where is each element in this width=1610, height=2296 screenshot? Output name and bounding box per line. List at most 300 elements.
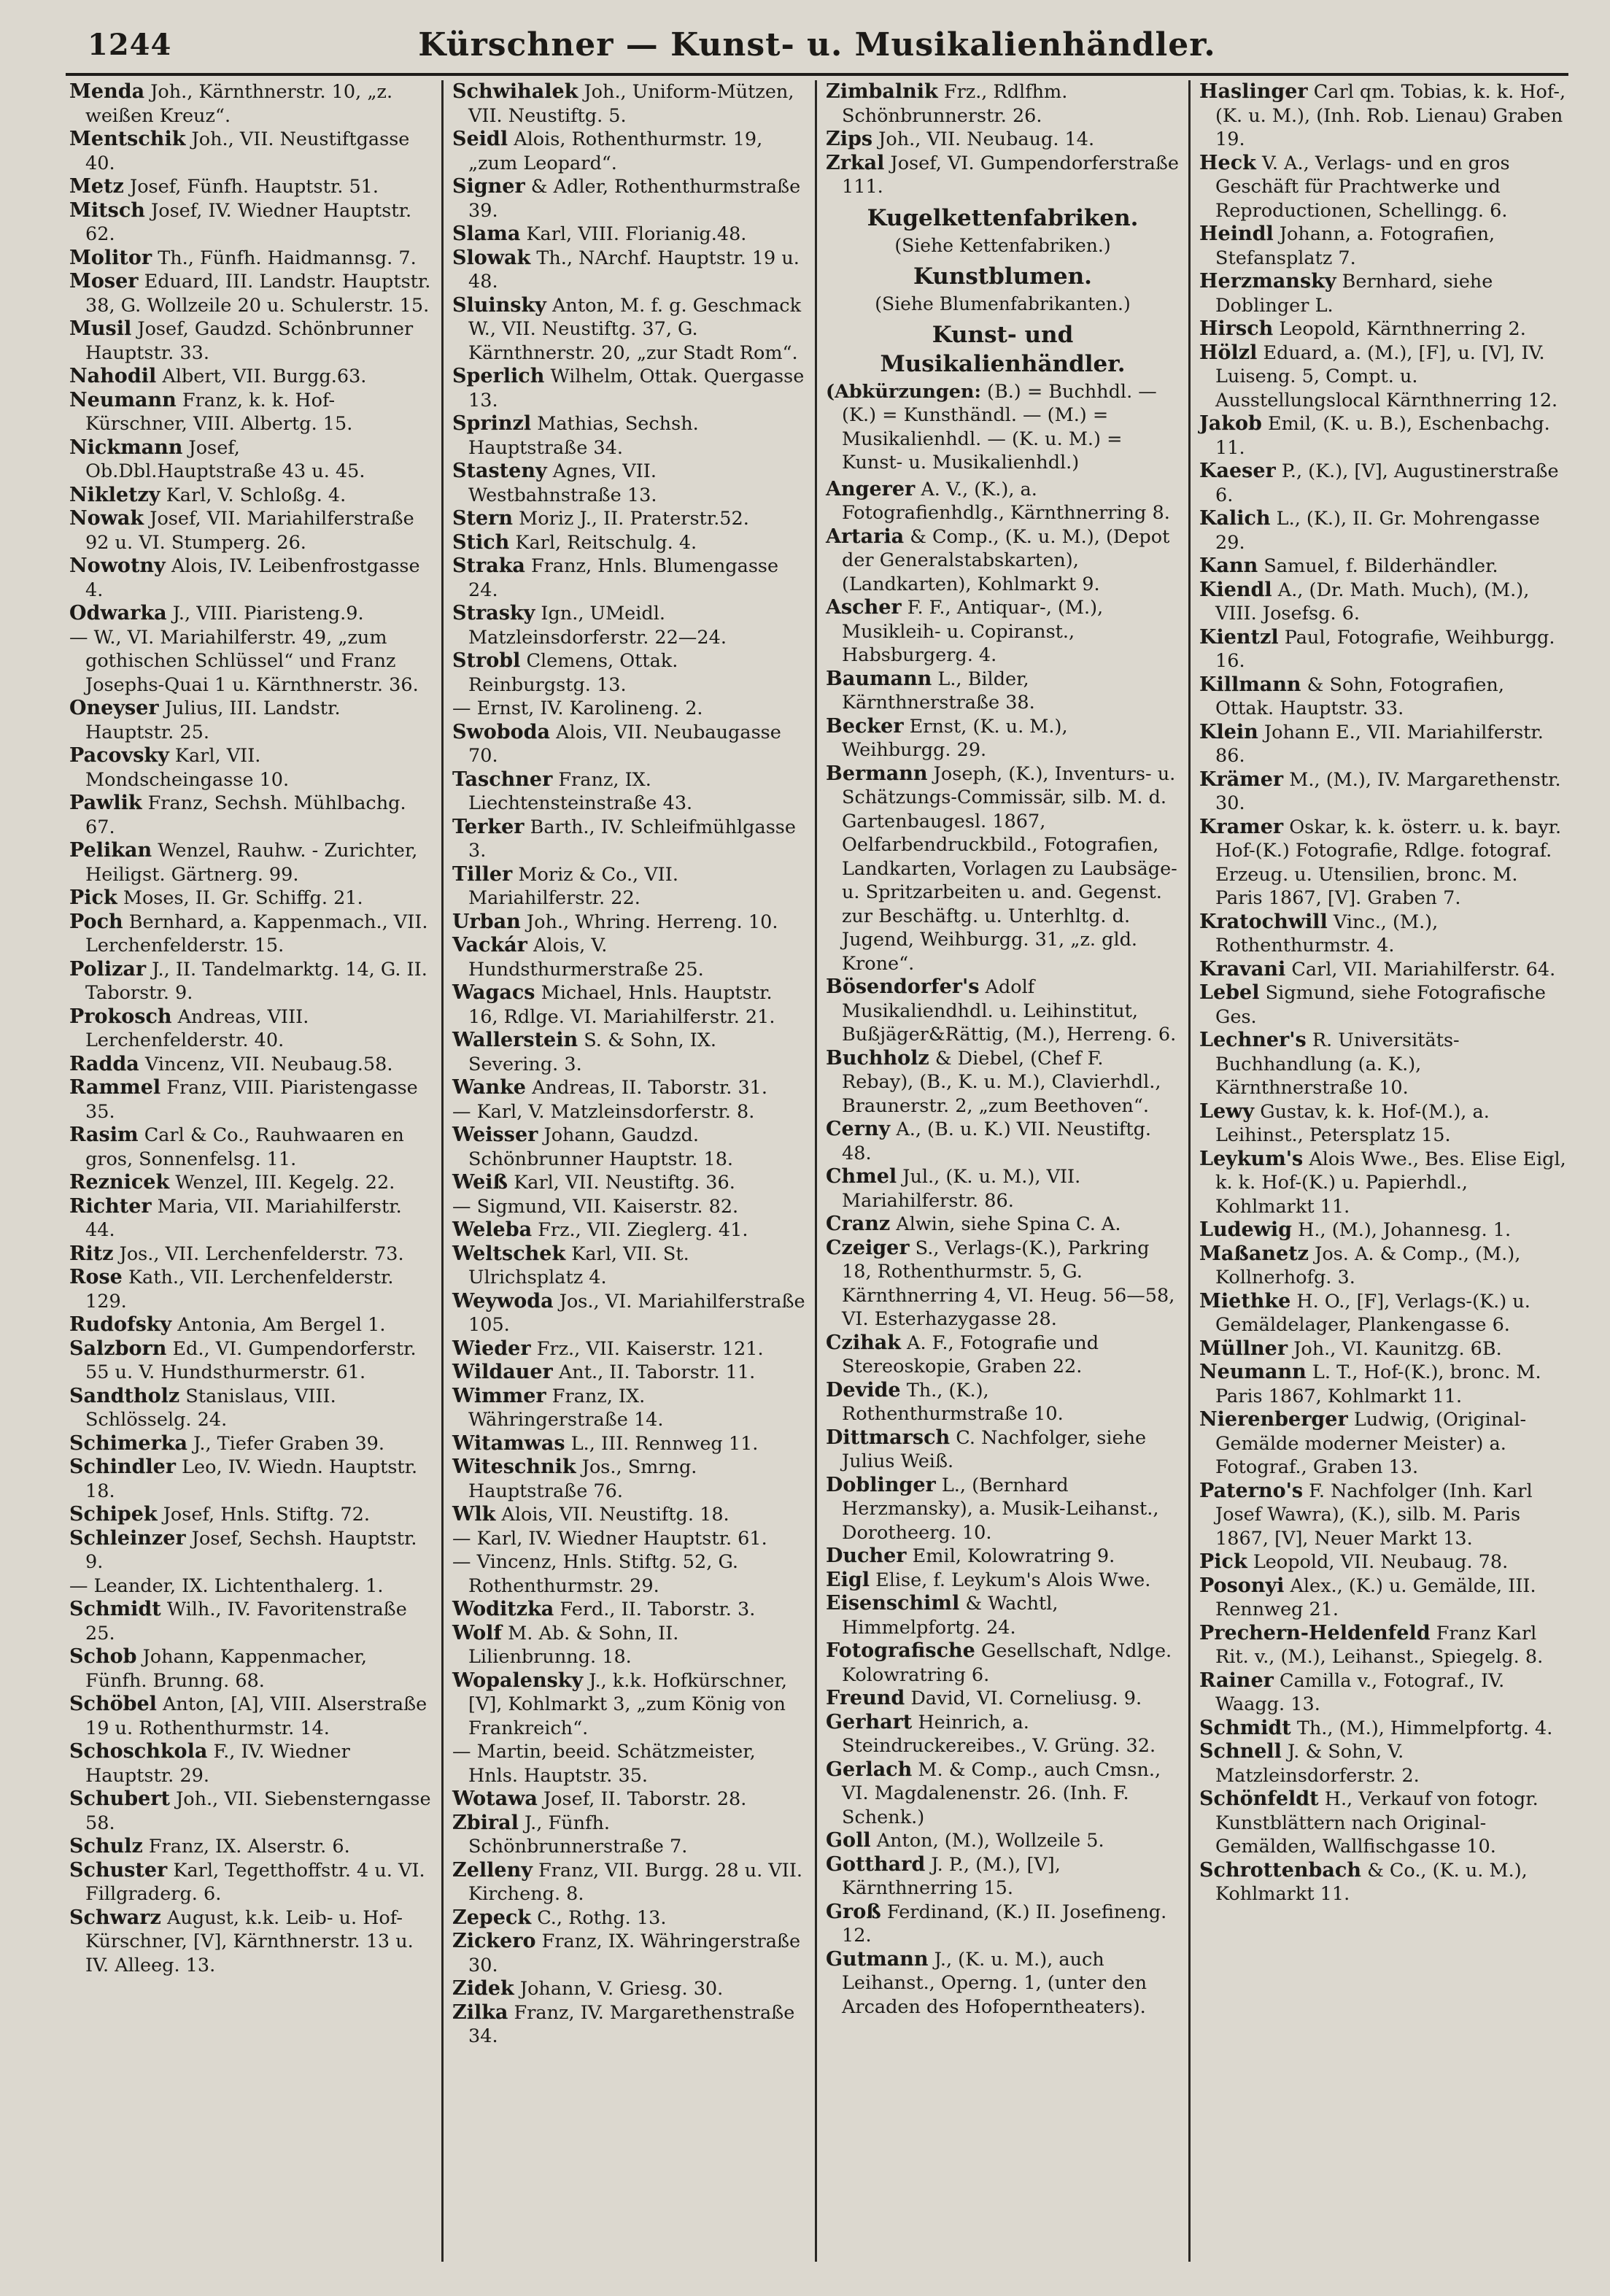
directory-entry bbox=[69, 886, 433, 911]
entry-text: Josef, Ob.Dbl.Hauptstraße 43 u. 45. bbox=[85, 436, 365, 482]
directory-entry bbox=[1199, 270, 1567, 317]
entry-name: Wagacs bbox=[452, 981, 535, 1004]
directory-entry bbox=[452, 1622, 806, 1669]
entry-name: Wanke bbox=[452, 1076, 526, 1099]
entry-name: Schrottenbach bbox=[1199, 1858, 1361, 1882]
entry-text: Joseph, (K.), Inventurs- u. Schätzungs-Commissär, silb. M. d. Gartenbaugesl. 1867, Oelfarbendruckbild., Fotografien, Landkarten, Vorlagen zu Laubsäge- u. Spritzarbeiten u. and. Gegenst. zur Beschäftg. u. Unterhltg. d. Jugend, Weihburgg. 31, „z. gld. Krone“. bbox=[842, 762, 1177, 975]
entry-name: Strobl bbox=[452, 649, 521, 672]
directory-entry bbox=[452, 1456, 806, 1503]
entry-text: J., Fünfh. Schönbrunnerstraße 7. bbox=[468, 1812, 688, 1858]
directory-entry bbox=[452, 531, 806, 555]
entry-name: Reznicek bbox=[69, 1171, 170, 1194]
entry-text: & Sohn, Fotografien, Ottak. Hauptstr. 33. bbox=[1215, 673, 1504, 719]
entry-text: R. Universitäts-Buchhandlung (a. K.), Kärnthnerstraße 10. bbox=[1215, 1029, 1460, 1099]
directory-entry bbox=[69, 1787, 433, 1835]
entry-name: Moser bbox=[69, 270, 139, 293]
entry-text: L., Bilder, Kärnthnerstraße 38. bbox=[842, 668, 1035, 714]
entry-text: Th., (M.), Himmelpfortg. 4. bbox=[1296, 1717, 1553, 1739]
entry-text: — Leander, IX. Lichtenthalerg. 1. bbox=[69, 1574, 384, 1597]
entry-text: Leopold, VII. Neubaug. 78. bbox=[1253, 1551, 1509, 1573]
entry-name: Jakob bbox=[1199, 412, 1262, 435]
entry-text: Franz, IX. Währingerstraße 30. bbox=[468, 1930, 801, 1976]
directory-entry bbox=[452, 911, 806, 935]
entry-name: Maßanetz bbox=[1199, 1242, 1309, 1265]
directory-entry bbox=[69, 1195, 433, 1242]
entry-name: Eigl bbox=[826, 1568, 870, 1591]
directory-entry bbox=[69, 1835, 433, 1859]
entry-text: Wilhelm, Ottak. Quergasse 13. bbox=[468, 366, 805, 411]
entry-name: Metz bbox=[69, 175, 124, 198]
entry-text: Alois, IV. Leibenfrostgasse 4. bbox=[85, 555, 420, 601]
entry-text: S., Verlags-(K.), Parkring 18, Rothenthurmstr. 5, G. Kärnthnerring 4, VI. Heug. 56—58, VI. Esterhazygasse 28. bbox=[842, 1237, 1175, 1330]
directory-entry bbox=[69, 1693, 433, 1740]
entry-name: Strasky bbox=[452, 602, 535, 625]
directory-entry bbox=[826, 1687, 1180, 1711]
entry-text: Frz., Rdlfhm. Schönbrunnerstr. 26. bbox=[842, 81, 1068, 127]
entry-name: Witeschnik bbox=[452, 1456, 576, 1478]
directory-entry bbox=[69, 1005, 433, 1053]
directory-entry bbox=[452, 981, 806, 1029]
entry-text: Joh., VII. Neustiftgasse 40. bbox=[85, 128, 410, 174]
entry-text: Andreas, II. Taborstr. 31. bbox=[532, 1077, 767, 1099]
directory-entry bbox=[452, 1432, 806, 1456]
entry-name: Schindler bbox=[69, 1456, 176, 1478]
entry-text: Josef, II. Taborstr. 28. bbox=[543, 1788, 747, 1810]
directory-entry bbox=[1199, 412, 1567, 460]
directory-entry bbox=[1199, 317, 1567, 341]
entry-text: J., k.k. Hofkürschner, [V], Kohlmarkt 3, „zum König von Frankreich“. bbox=[468, 1669, 787, 1739]
entry-text: Franz, VIII. Piaristengasse 35. bbox=[85, 1077, 418, 1123]
directory-entry bbox=[452, 460, 806, 507]
directory-entry bbox=[826, 128, 1180, 152]
entry-text: Josef, Hnls. Stiftg. 72. bbox=[163, 1504, 370, 1526]
entry-text: Ferdinand, (K.) II. Josefineng. 12. bbox=[842, 1901, 1167, 1947]
entry-name: Artaria bbox=[826, 525, 905, 548]
entry-text: — Karl, IV. Wiedner Hauptstr. 61. bbox=[452, 1527, 767, 1550]
entry-name: Dittmarsch bbox=[826, 1426, 951, 1449]
entry-name: Zilka bbox=[452, 2001, 508, 2024]
entry-text: Samuel, f. Bilderhändler. bbox=[1263, 555, 1498, 577]
entry-text: Julius, III. Landstr. Hauptstr. 25. bbox=[85, 697, 341, 743]
entry-text: Th., NArchf. Hauptstr. 19 u. 48. bbox=[468, 247, 800, 293]
column-4 bbox=[1188, 80, 1576, 2262]
entry-name: Mentschik bbox=[69, 128, 186, 150]
section-title-kugelketten: Kugelkettenfabriken. bbox=[867, 204, 1139, 231]
entry-text: A. V., (K.), a. Fotografienhdlg., Kärnthnerring 8. bbox=[842, 478, 1170, 524]
directory-entry bbox=[1199, 1148, 1567, 1219]
entry-text: Frz., VII. Zieglerg. 41. bbox=[538, 1219, 748, 1241]
directory-entry bbox=[452, 1242, 806, 1290]
entry-name: Wolf bbox=[452, 1621, 503, 1644]
entry-text: Jos., VI. Mariahilferstraße 105. bbox=[468, 1290, 805, 1336]
directory-entry bbox=[452, 1361, 806, 1385]
entry-name: Urban bbox=[452, 910, 521, 933]
entry-text: Karl, VII. Mondscheingasse 10. bbox=[85, 745, 290, 791]
directory-entry bbox=[826, 80, 1180, 128]
entry-name: Sperlich bbox=[452, 365, 545, 387]
directory-entry bbox=[69, 1053, 433, 1077]
directory-entry bbox=[69, 1503, 433, 1527]
entry-text: Heinrich, a. Steindruckereibes., V. Grüng. 32. bbox=[842, 1711, 1156, 1757]
entry-text: L., (Bernhard Herzmansky), a. Musik-Leihanst., Dorotheerg. 10. bbox=[842, 1474, 1159, 1544]
directory-entry bbox=[452, 768, 806, 816]
entry-text: Leo, IV. Wiedn. Hauptstr. 18. bbox=[85, 1456, 418, 1502]
entry-name: Straka bbox=[452, 554, 525, 577]
entry-name: Kramer bbox=[1199, 815, 1284, 838]
entry-text: Emil, Kolowratring 9. bbox=[912, 1545, 1115, 1567]
entry-name: Stern bbox=[452, 507, 514, 530]
directory-entry bbox=[452, 1029, 806, 1076]
entry-name: Bermann bbox=[826, 762, 928, 785]
entry-text: Eduard, III. Landstr. Hauptstr. 38, G. Wollzeile 20 u. Schulerstr. 15. bbox=[85, 271, 431, 317]
directory-entry bbox=[69, 1266, 433, 1313]
directory-entry bbox=[452, 1171, 806, 1195]
directory-entry bbox=[452, 507, 806, 531]
entry-text: A., (Dr. Math. Much), (M.), VIII. Josefsg. 6. bbox=[1215, 579, 1530, 625]
entry-text: Ed., VI. Gumpendorferstr. 55 u. V. Hundsthurmerstr. 61. bbox=[85, 1337, 417, 1383]
entry-name: Ascher bbox=[826, 596, 902, 619]
directory-entry bbox=[69, 365, 433, 389]
entry-name: Weiß bbox=[452, 1171, 508, 1194]
directory-entry bbox=[826, 1426, 1180, 1474]
directory-entry bbox=[452, 1598, 806, 1622]
entry-text: — Karl, V. Matzleinsdorferstr. 8. bbox=[452, 1100, 755, 1123]
entry-text: Joh., VI. Kaunitzg. 6B. bbox=[1293, 1337, 1502, 1360]
directory-entry bbox=[452, 721, 806, 768]
entry-name: Oneyser bbox=[69, 697, 159, 719]
entry-name: Taschner bbox=[452, 768, 553, 791]
directory-entry bbox=[826, 1569, 1180, 1593]
entry-text: Kath., VII. Lerchenfelderstr. 129. bbox=[85, 1267, 394, 1313]
entry-text: Johann, Gaudzd. Schönbrunner Hauptstr. 18. bbox=[468, 1124, 734, 1170]
entry-name: Lechner's bbox=[1199, 1029, 1307, 1051]
directory-entry bbox=[69, 697, 433, 744]
entry-name: Ritz bbox=[69, 1242, 114, 1265]
entry-name: Paterno's bbox=[1199, 1479, 1304, 1502]
directory-entry bbox=[1199, 1218, 1567, 1242]
directory-entry bbox=[1199, 1337, 1567, 1361]
directory-entry bbox=[452, 128, 806, 175]
entry-text: H., Verkauf von fotogr. Kunstblättern nach Original-Gemälden, Wallfischgasse 10. bbox=[1215, 1788, 1539, 1858]
entry-name: Miethke bbox=[1199, 1289, 1291, 1313]
directory-entry bbox=[1199, 80, 1567, 152]
entry-text: Franz, VII. Burgg. 28 u. VII. Kircheng. 8. bbox=[468, 1859, 803, 1905]
entry-name: Müllner bbox=[1199, 1337, 1288, 1360]
directory-entry bbox=[69, 1337, 433, 1385]
directory-entry bbox=[69, 1432, 433, 1456]
directory-entry bbox=[1199, 911, 1567, 958]
entry-name: Heck bbox=[1199, 151, 1256, 174]
entry-text: — Martin, beeid. Schätzmeister, Hnls. Hauptstr. 35. bbox=[452, 1741, 756, 1787]
directory-entry bbox=[69, 554, 433, 602]
directory-entry bbox=[1199, 554, 1567, 579]
entry-text: Alex., (K.) u. Gemälde, III. Rennweg 21. bbox=[1215, 1574, 1536, 1620]
entry-text: F. F., Antiquar-, (M.), Musikleih- u. Copiranst., Habsburgerg. 4. bbox=[842, 597, 1104, 666]
entry-text: Leopold, Kärnthnerring 2. bbox=[1279, 318, 1526, 340]
entry-text: Oskar, k. k. österr. u. k. bayr. Hof-(K.) Fotografie, Rdlge. fotograf. Erzeug. u. Utensilien, bronc. M. Paris 1867, [V]. Graben 7. bbox=[1215, 816, 1562, 909]
entry-name: Swoboda bbox=[452, 720, 551, 743]
directory-entry bbox=[452, 1812, 806, 1859]
directory-entry bbox=[452, 1337, 806, 1361]
directory-entry bbox=[69, 507, 433, 554]
directory-entry bbox=[826, 1331, 1180, 1379]
entry-name: Angerer bbox=[826, 477, 916, 500]
entry-text: Moses, II. Gr. Schiffg. 21. bbox=[123, 887, 363, 909]
directory-entry bbox=[452, 294, 806, 366]
entry-text: F., IV. Wiedner Hauptstr. 29. bbox=[85, 1741, 350, 1787]
entry-name: Buchholz bbox=[826, 1046, 929, 1070]
directory-entry bbox=[826, 1165, 1180, 1213]
column-3 bbox=[815, 80, 1188, 2262]
entry-text: P., (K.), [V], Augustinerstraße 6. bbox=[1215, 460, 1559, 506]
entry-text: Anton, (M.), Wollzeile 5. bbox=[876, 1830, 1104, 1852]
directory-entry bbox=[69, 1598, 433, 1645]
entry-name: Hirsch bbox=[1199, 317, 1274, 340]
entry-name: Rainer bbox=[1199, 1669, 1274, 1692]
entry-text: Antonia, Am Bergel 1. bbox=[177, 1314, 386, 1336]
directory-entry bbox=[69, 839, 433, 886]
column-2 bbox=[441, 80, 815, 2262]
entry-text: Karl, Tegetthoffstr. 4 u. VI. Fillgraderg. 6. bbox=[85, 1859, 425, 1905]
directory-entry bbox=[452, 1385, 806, 1432]
directory-entry bbox=[1199, 223, 1567, 270]
entry-text: August, k.k. Leib- u. Hof-Kürschner, [V], Kärnthnerstr. 13 u. IV. Alleeg. 13. bbox=[85, 1906, 414, 1976]
entry-name: Musil bbox=[69, 317, 132, 340]
entry-text: Michael, Hnls. Hauptstr. 16, Rdlge. VI. Mariahilferstr. 21. bbox=[468, 982, 775, 1028]
entry-name: Molitor bbox=[69, 246, 152, 269]
directory-entry bbox=[452, 649, 806, 697]
directory-entry bbox=[452, 697, 806, 721]
column-3-entries bbox=[826, 478, 1180, 2019]
directory-entry bbox=[1199, 579, 1567, 626]
directory-entry bbox=[452, 554, 806, 602]
entry-name: Stasteny bbox=[452, 460, 547, 482]
entry-text: Johann, a. Fotografien, Stefansplatz 7. bbox=[1215, 223, 1495, 269]
entry-name: Schönfeldt bbox=[1199, 1787, 1319, 1810]
entry-text: Camilla v., Fotograf., IV. Waagg. 13. bbox=[1215, 1669, 1505, 1715]
entry-text: Alois Wwe., Bes. Elise Eigl, k. k. Hof-(K.) u. Papierhdl., Kohlmarkt 11. bbox=[1215, 1148, 1566, 1218]
directory-entry bbox=[826, 1379, 1180, 1426]
entry-text: Anton, M. f. g. Geschmack W., VII. Neustiftg. 37, G. Kärnthnerstr. 20, „zur Stadt Rom“. bbox=[468, 294, 802, 364]
entry-name: Herzmansky bbox=[1199, 270, 1336, 293]
directory-entry bbox=[452, 1124, 806, 1171]
entry-name: Neumann bbox=[69, 388, 177, 411]
entry-text: Carl qm. Tobias, k. k. Hof-, (K. u. M.), (Inh. Rob. Lienau) Graben 19. bbox=[1215, 81, 1566, 150]
entry-name: Goll bbox=[826, 1829, 871, 1852]
entry-text: & Comp., (K. u. M.), (Depot der Generalstabskarten), (Landkarten), Kohlmarkt 9. bbox=[842, 525, 1170, 595]
entry-name: Nowak bbox=[69, 507, 144, 530]
entry-text: H. O., [F], Verlags-(K.) u. Gemäldelager, Plankengasse 6. bbox=[1215, 1290, 1530, 1336]
directory-entry bbox=[826, 478, 1180, 525]
directory-entry bbox=[1199, 1550, 1567, 1574]
directory-entry bbox=[826, 762, 1180, 976]
entry-name: Kalich bbox=[1199, 507, 1271, 530]
directory-entry bbox=[826, 715, 1180, 762]
directory-entry bbox=[1199, 1669, 1567, 1717]
entry-text: Andreas, VIII. Lerchenfelderstr. 40. bbox=[85, 1005, 309, 1051]
entry-text: J. & Sohn, V. Matzleinsdorferstr. 2. bbox=[1215, 1741, 1420, 1787]
entry-name: Weywoda bbox=[452, 1289, 554, 1313]
entry-text: & Diebel, (Chef F. Rebay), (B., K. u. M.), Clavierhdl., Braunerstr. 2, „zum Beethoven“. bbox=[842, 1047, 1161, 1117]
entry-name: Czeiger bbox=[826, 1236, 910, 1259]
directory-entry bbox=[69, 911, 433, 958]
directory-entry bbox=[1199, 1740, 1567, 1787]
directory-entry bbox=[1199, 673, 1567, 721]
entry-name: Gerlach bbox=[826, 1758, 913, 1781]
entry-name: Zimbalnik bbox=[826, 80, 938, 103]
directory-entry bbox=[826, 1948, 1180, 2019]
entry-text: Ludwig, (Original-Gemälde moderner Meister) a. Fotograf., Graben 13. bbox=[1215, 1409, 1527, 1478]
directory-entry bbox=[1199, 721, 1567, 768]
entry-text: J., (K. u. M.), auch Leihanst., Operng. 1, (unter den Arcaden des Hofoperntheaters). bbox=[842, 1948, 1147, 2018]
directory-entry bbox=[826, 1545, 1180, 1569]
entry-name: Devide bbox=[826, 1378, 901, 1402]
entry-text: Alwin, siehe Spina C. A. bbox=[896, 1213, 1121, 1235]
directory-entry bbox=[69, 744, 433, 792]
directory-entry bbox=[826, 1047, 1180, 1118]
directory-entry bbox=[69, 1313, 433, 1337]
entry-text: Alois, V. Hundsthurmerstraße 25. bbox=[468, 935, 704, 981]
entry-name: Schimerka bbox=[69, 1431, 187, 1455]
directory-entry bbox=[452, 1740, 806, 1787]
directory-entry bbox=[69, 1645, 433, 1693]
entry-text: Moriz J., II. Praterstr.52. bbox=[519, 508, 749, 530]
entry-name: Prechern-Heldenfeld bbox=[1199, 1621, 1431, 1644]
directory-entry bbox=[69, 1740, 433, 1787]
directory-entry bbox=[826, 1474, 1180, 1545]
directory-entry bbox=[1199, 816, 1567, 911]
entry-text: M. & Comp., auch Cmsn., VI. Magdalenenstr. 26. (Inh. F. Schenk.) bbox=[842, 1758, 1161, 1828]
entry-text: Ant., II. Taborstr. 11. bbox=[558, 1361, 756, 1383]
entry-text: Albert, VII. Burgg.63. bbox=[162, 366, 367, 387]
entry-text: Johann, V. Griesg. 30. bbox=[519, 1978, 724, 2000]
entry-text: Franz, Hnls. Blumengasse 24. bbox=[468, 555, 779, 601]
entry-text: Franz, k. k. Hof-Kürschner, VIII. Albertg. 15. bbox=[85, 389, 353, 435]
directory-entry bbox=[452, 365, 806, 412]
entry-text: — Sigmund, VII. Kaiserstr. 82. bbox=[452, 1195, 739, 1218]
entry-text: Wenzel, Rauhw. - Zurichter, Heiligst. Gärtnerg. 99. bbox=[85, 840, 418, 886]
entry-name: Schwarz bbox=[69, 1906, 161, 1929]
entry-name: Schob bbox=[69, 1645, 137, 1668]
section-note-kunstblumen: (Siehe Blumenfabrikanten.) bbox=[875, 293, 1131, 314]
entry-name: Gutmann bbox=[826, 1947, 929, 1971]
entry-name: Gerhart bbox=[826, 1710, 913, 1733]
directory-entry bbox=[452, 223, 806, 247]
entry-name: Stich bbox=[452, 530, 510, 554]
entry-name: Kientzl bbox=[1199, 625, 1279, 649]
directory-entry bbox=[452, 2001, 806, 2049]
entry-text: Clemens, Ottak. Reinburgstg. 13. bbox=[468, 650, 678, 696]
entry-text: M., (M.), IV. Margarethenstr. 30. bbox=[1215, 768, 1561, 814]
entry-name: Eisenschiml bbox=[826, 1592, 960, 1615]
section-note-kugelketten: (Siehe Kettenfabriken.) bbox=[894, 234, 1111, 256]
entry-name: Wopalensky bbox=[452, 1669, 584, 1692]
directory-entry bbox=[69, 484, 433, 508]
entry-text: Gustav, k. k. Hof-(M.), a. Leihinst., Petersplatz 15. bbox=[1215, 1100, 1490, 1146]
entry-name: Pick bbox=[1199, 1550, 1247, 1573]
directory-entry bbox=[452, 80, 806, 128]
entry-name: Vackár bbox=[452, 934, 527, 956]
directory-entry bbox=[452, 1906, 806, 1930]
entry-text: Adolf Musikaliendhdl. u. Leihinstitut, Bußjäger&Rättig, (M.), Herreng. 6. bbox=[842, 976, 1177, 1045]
entry-name: Wildauer bbox=[452, 1361, 553, 1383]
entry-text: Maria, VII. Mariahilferstr. 44. bbox=[85, 1195, 402, 1241]
directory-entry bbox=[452, 1859, 806, 1906]
entry-name: Weltschek bbox=[452, 1242, 566, 1265]
entry-text: J. P., (M.), [V], Kärnthnerring 15. bbox=[842, 1853, 1061, 1899]
directory-entry bbox=[1199, 1859, 1567, 1906]
abbreviations-label: (Abkürzungen: bbox=[826, 380, 981, 403]
entry-name: Rasim bbox=[69, 1124, 139, 1146]
directory-entry bbox=[69, 80, 433, 128]
directory-entry bbox=[69, 199, 433, 247]
entry-text: Franz, IX. Alserstr. 6. bbox=[148, 1836, 350, 1858]
directory-entry bbox=[1199, 341, 1567, 413]
directory-entry bbox=[452, 1527, 806, 1551]
entry-text: Karl, VIII. Florianig.48. bbox=[526, 223, 747, 245]
directory-entry bbox=[69, 1527, 433, 1574]
entry-text: Josef, VII. Mariahilferstraße 92 u. VI. Stumperg. 26. bbox=[85, 508, 414, 554]
directory-entry bbox=[1199, 507, 1567, 554]
directory-entry bbox=[826, 1639, 1180, 1687]
entry-text: Joh., Uniform-Mützen, VII. Neustiftg. 5. bbox=[468, 81, 794, 127]
entry-text: J., Tiefer Graben 39. bbox=[193, 1432, 385, 1455]
directory-entry bbox=[826, 596, 1180, 668]
entry-text: Ferd., II. Taborstr. 3. bbox=[560, 1599, 756, 1620]
entry-text: David, VI. Corneliusg. 9. bbox=[910, 1688, 1142, 1709]
directory-entry bbox=[452, 1930, 806, 1977]
entry-text: Moriz & Co., VII. Mariahilferstr. 22. bbox=[468, 863, 678, 909]
entry-name: Pelikan bbox=[69, 839, 152, 862]
entry-text: Gesellschaft, Ndlge. Kolowratring 6. bbox=[842, 1640, 1172, 1686]
entry-name: Salzborn bbox=[69, 1337, 167, 1360]
entry-text: Carl, VII. Mariahilferstr. 64. bbox=[1291, 958, 1556, 981]
directory-entry bbox=[1199, 152, 1567, 223]
directory-entry bbox=[826, 152, 1180, 199]
entry-name: Schleinzer bbox=[69, 1526, 186, 1550]
entry-text: Alois, Rothenthurmstr. 19, „zum Leopard“. bbox=[468, 128, 763, 174]
entry-text: Joh., VII. Neubaug. 14. bbox=[878, 128, 1095, 150]
entry-name: Rudofsky bbox=[69, 1313, 172, 1336]
directory-entry bbox=[1199, 768, 1567, 816]
entry-name: Zepeck bbox=[452, 1906, 532, 1929]
directory-entry bbox=[826, 1901, 1180, 1948]
entry-name: Pawlik bbox=[69, 792, 142, 814]
directory-entry bbox=[69, 1859, 433, 1906]
entry-text: A., (B. u. K.) VII. Neustiftg. 48. bbox=[842, 1118, 1152, 1164]
entry-name: Schuster bbox=[69, 1858, 168, 1882]
directory-entry bbox=[452, 175, 806, 223]
entry-text: Vincenz, VII. Neubaug.58. bbox=[144, 1053, 393, 1075]
entry-name: Schöbel bbox=[69, 1693, 157, 1715]
entry-name: Ludewig bbox=[1199, 1218, 1293, 1241]
entry-text: Alois, VII. Neustiftg. 18. bbox=[501, 1504, 729, 1526]
directory-entry bbox=[1199, 1717, 1567, 1741]
directory-entry bbox=[1199, 1787, 1567, 1859]
directory-entry bbox=[826, 1213, 1180, 1237]
entry-text: L. T., Hof-(K.), bronc. M. Paris 1867, Kohlmarkt 11. bbox=[1215, 1361, 1541, 1407]
directory-entry bbox=[452, 1076, 806, 1100]
directory-entry bbox=[1199, 460, 1567, 507]
entry-name: Schipek bbox=[69, 1503, 158, 1526]
entry-name: Terker bbox=[452, 815, 525, 838]
entry-name: Nahodil bbox=[69, 365, 157, 387]
directory-entry bbox=[1199, 981, 1567, 1029]
entry-name: Czihak bbox=[826, 1331, 901, 1354]
entry-text: Franz, IX. Liechtensteinstraße 43. bbox=[468, 768, 693, 814]
entry-name: Schnell bbox=[1199, 1740, 1282, 1763]
entry-name: Wieder bbox=[452, 1337, 531, 1360]
